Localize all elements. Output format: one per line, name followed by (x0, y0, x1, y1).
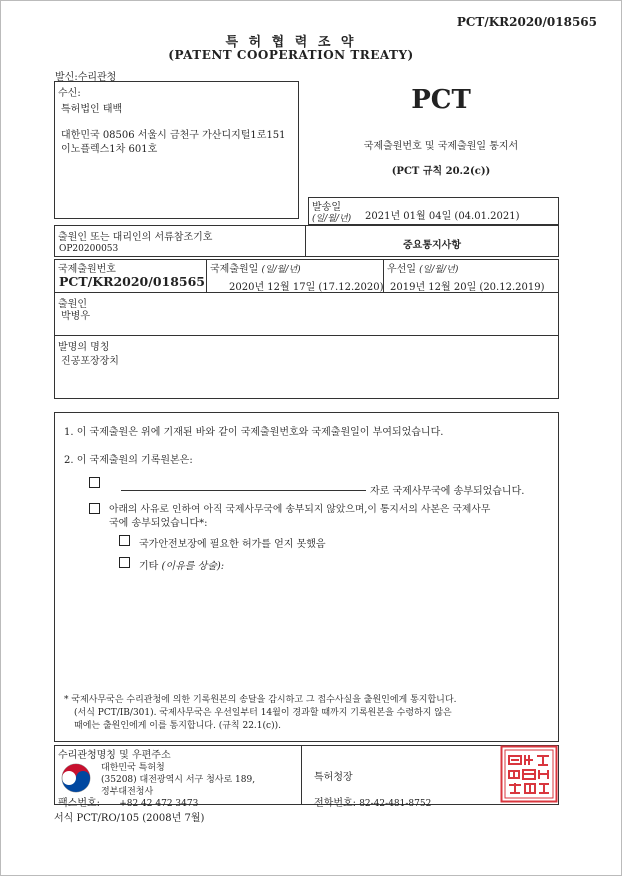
filing-date-value: 2020년 12월 17일 (17.12.2020) (229, 282, 384, 293)
option-1-text: 자로 국제사무국에 송부되었습니다. (370, 486, 525, 497)
notice-body-box (54, 412, 559, 742)
footnote-1: * 국제사무국은 수리관청에 의한 기록원본의 송달을 감시하고 그 접수사실을 출원인에게 통지합니다. (64, 695, 457, 705)
sender-label: 발신:수리관청 (55, 72, 117, 83)
officer-title: 특허청장 (314, 772, 353, 783)
phone-row (314, 794, 431, 809)
item-2: 2. 이 국제출원의 기록원본은: (64, 455, 193, 466)
office-address-2: 정부대전청사 (101, 787, 154, 797)
priority-date-sublabel: (일/월/년) (419, 265, 459, 275)
mailing-date-label: 발송일 (312, 202, 341, 213)
option-2-text-2: 국에 송부되었습니다*: (109, 518, 208, 529)
recipient-address-1: 대한민국 08506 서울시 금천구 가산디지털1로151 (61, 130, 286, 141)
fax-number: +82 42 472 3473 (119, 799, 199, 809)
kipo-emblem-icon (61, 763, 91, 793)
form-id: 서식 PCT/RO/105 (2008년 7월) (54, 813, 205, 824)
priority-date-value: 2019년 12월 20일 (20.12.2019) (390, 282, 545, 293)
mailing-date-sublabel: (일/월/년) (312, 214, 352, 224)
office-address-1: (35208) 대전광역시 서구 청사로 189, (101, 775, 256, 785)
reference-box (54, 225, 306, 257)
recipient-name: 특허법인 태백 (61, 104, 123, 115)
important-notice-box (305, 225, 559, 257)
office-name: 대한민국 특허청 (101, 763, 165, 773)
sub-option-1-text: 국가안전보장에 필요한 허가를 얻지 못했음 (139, 539, 326, 550)
sub-option-2-text (139, 557, 224, 572)
treaty-title-en: (PATENT COOPERATION TREATY) (168, 48, 414, 62)
pct-heading: PCT (411, 85, 471, 115)
priority-date-label (387, 260, 458, 275)
reference-value: OP20200053 (59, 244, 119, 254)
fax-label: 팩스번호: (58, 798, 101, 809)
filing-date-label-text: 국제출원일 (210, 264, 259, 275)
app-number-label: 국제출원번호 (58, 264, 116, 275)
recipient-box (54, 81, 299, 219)
option-2-text-1: 아래의 사유로 인하여 아직 국제사무국에 송부되지 않았으며,이 통지서의 사본은 국제사무 (109, 504, 491, 515)
official-seal-stamp (500, 745, 558, 803)
item-1: 1. 이 국제출원은 위에 기재된 바와 같이 국제출원번호와 국제출원일이 부여되었습니다. (64, 427, 444, 438)
applicant-box (54, 292, 559, 336)
notice-rule: (PCT 규칙 20.2(c)) (391, 166, 491, 177)
priority-date-box (383, 259, 559, 293)
sub-option-2-italic: (이유를 상술): (161, 561, 225, 572)
recipient-label: 수신: (58, 88, 81, 99)
sub-option-2-checkbox[interactable] (119, 557, 130, 568)
doc-number: PCT/KR2020/018565 (456, 15, 597, 29)
phone-number: 82-42-481-8752 (359, 799, 432, 809)
footnote-2: (서식 PCT/IB/301). 국제사무국은 우선일부터 14월이 경과할 때까지 기록원본을 수령하지 않은 (74, 708, 452, 718)
treaty-title-ko: 특 허 협 력 조 약 (225, 35, 357, 50)
option-1-checkbox[interactable] (89, 477, 100, 488)
app-number-value: PCT/KR2020/018565 (59, 274, 206, 289)
option-2-checkbox[interactable] (89, 503, 100, 514)
fax-row (58, 794, 198, 809)
invention-value: 진공포장장치 (61, 356, 119, 367)
office-box (54, 745, 302, 809)
office-label: 수리관청명칭 및 우편주소 (58, 750, 171, 761)
mailing-date-value: 2021년 01월 04일 (04.01.2021) (365, 211, 520, 222)
mailing-date-box (308, 197, 559, 225)
priority-date-label-text: 우선일 (387, 264, 416, 275)
filing-date-label (210, 260, 301, 275)
applicant-value: 박병우 (61, 311, 90, 322)
invention-box (54, 335, 559, 399)
app-number-box (54, 259, 207, 293)
filing-date-box (206, 259, 384, 293)
filing-date-sublabel: (일/월/년) (261, 265, 301, 275)
reference-label: 출원인 또는 대리인의 서류참조기호 (58, 232, 213, 243)
date-blank-line (121, 490, 366, 491)
footnote-3: 때에는 출원인에게 이를 통지합니다. (규칙 22.1(c)). (74, 721, 281, 731)
recipient-address-2: 이노플렉스1차 601호 (61, 144, 158, 155)
invention-label: 발명의 명칭 (58, 342, 110, 353)
notice-title: 국제출원번호 및 국제출원일 통지서 (363, 141, 519, 152)
important-notice: 중요통지사항 (403, 240, 461, 251)
sub-option-2-prefix: 기타 (139, 561, 159, 572)
sub-option-1-checkbox[interactable] (119, 535, 130, 546)
applicant-label: 출원인 (58, 299, 87, 310)
phone-label: 전화번호: (314, 798, 357, 809)
